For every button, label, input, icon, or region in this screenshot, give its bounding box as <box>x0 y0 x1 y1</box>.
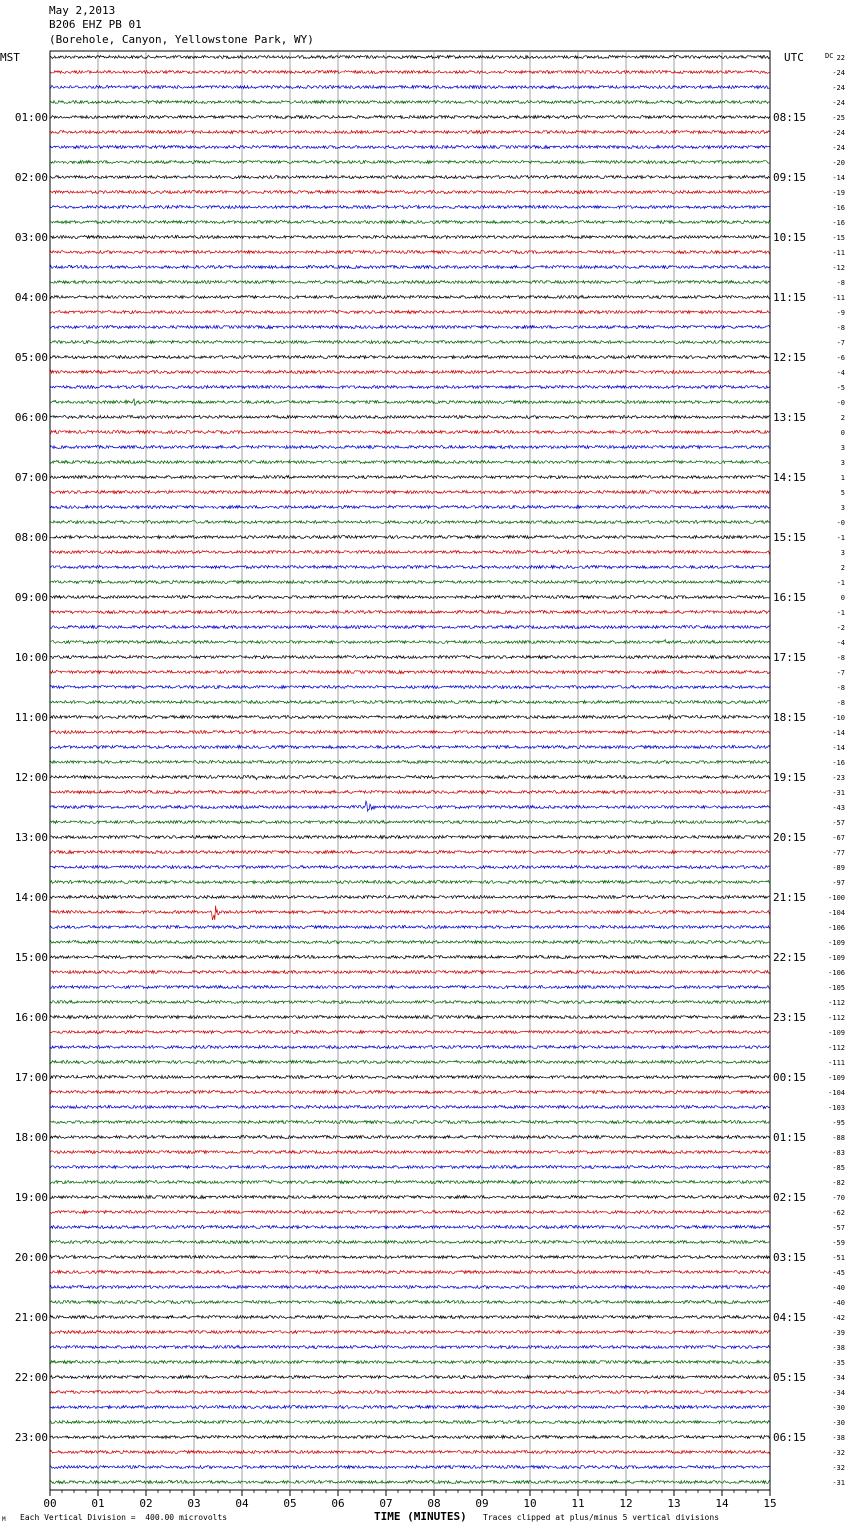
utc-hour-label: 05:15 <box>773 1371 807 1384</box>
seismic-trace <box>50 356 770 359</box>
dc-offset-label: -104 <box>828 909 845 917</box>
mst-hour-label: 21:00 <box>14 1311 48 1324</box>
utc-hour-label: 18:15 <box>773 711 807 724</box>
dc-offset-label: 0 <box>840 594 845 602</box>
seismic-trace <box>50 671 770 674</box>
seismic-trace <box>50 1046 770 1049</box>
seismic-trace <box>50 1406 770 1409</box>
dc-offset-label: -67 <box>832 834 845 842</box>
seismic-trace <box>50 236 770 239</box>
dc-offset-label: -30 <box>832 1419 845 1427</box>
seismic-trace <box>50 101 770 104</box>
seismic-trace <box>50 1391 770 1394</box>
mst-hour-label: 07:00 <box>14 471 48 484</box>
dc-offset-label: -51 <box>832 1254 845 1262</box>
seismic-trace <box>50 1121 770 1124</box>
utc-hour-label: 00:15 <box>773 1071 807 1084</box>
utc-hour-label: 02:15 <box>773 1191 807 1204</box>
dc-offset-label: -62 <box>832 1209 845 1217</box>
dc-offset-label: 5 <box>840 489 845 497</box>
dc-offset-label: -40 <box>832 1284 845 1292</box>
seismic-trace <box>50 686 770 689</box>
seismic-trace <box>50 714 770 719</box>
utc-hour-label: 10:15 <box>773 231 807 244</box>
dc-offset-label: -8 <box>836 324 845 332</box>
dc-offset-label: -8 <box>836 699 845 707</box>
dc-offset-label: -57 <box>832 819 845 827</box>
dc-offset-label: 3 <box>840 549 845 557</box>
seismic-trace <box>50 776 770 780</box>
seismic-trace <box>50 476 770 479</box>
dc-offset-label: -14 <box>832 174 845 182</box>
seismic-trace <box>50 56 770 59</box>
seismic-trace <box>50 791 770 794</box>
seismic-trace <box>50 326 770 329</box>
dc-offset-label: -112 <box>828 999 845 1007</box>
dc-offset-label: -100 <box>828 894 845 902</box>
axis-labels <box>0 51 845 1510</box>
dc-offset-label: -57 <box>832 1224 845 1232</box>
seismic-trace <box>50 281 770 284</box>
seismic-trace <box>50 431 770 434</box>
x-tick-label: 04 <box>235 1497 249 1510</box>
seismic-trace <box>50 71 770 74</box>
mst-hour-label: 02:00 <box>14 171 48 184</box>
seismic-trace <box>50 640 770 644</box>
mst-hour-label: 22:00 <box>14 1371 48 1384</box>
seismic-trace <box>50 881 770 884</box>
seismic-trace <box>50 866 770 869</box>
dc-offset-label: -31 <box>832 1479 845 1487</box>
dc-offset-label: -104 <box>828 1089 845 1097</box>
utc-hour-label: 08:15 <box>773 111 807 124</box>
vertical-division-note: Each Vertical Division = 400.00 microvolts <box>20 1513 228 1522</box>
dc-offset-label: -109 <box>828 1074 845 1082</box>
dc-offset-label: -40 <box>832 1299 845 1307</box>
dc-offset-label: -19 <box>832 189 845 197</box>
mst-hour-label: 03:00 <box>14 231 48 244</box>
seismic-trace <box>50 596 770 599</box>
seismic-trace <box>50 1016 770 1019</box>
seismic-trace <box>50 971 770 974</box>
dc-offset-label: -24 <box>832 129 845 137</box>
seismic-trace <box>50 821 770 824</box>
dc-offset-label: -1 <box>836 534 845 542</box>
seismic-trace <box>50 656 770 659</box>
mst-hour-label: 20:00 <box>14 1251 48 1264</box>
seismic-trace <box>50 941 770 944</box>
dc-offset-label: -32 <box>832 1449 845 1457</box>
dc-offset-label: -4 <box>836 639 845 647</box>
seismic-trace <box>50 1106 770 1109</box>
seismic-trace <box>50 1286 770 1289</box>
seismic-trace <box>50 386 770 389</box>
seismic-trace <box>50 1451 770 1454</box>
x-tick-label: 03 <box>187 1497 201 1510</box>
x-tick-label: 15 <box>763 1497 777 1510</box>
mst-hour-label: 06:00 <box>14 411 48 424</box>
header-station: B206 EHZ PB 01 <box>49 18 142 31</box>
seismic-trace <box>50 176 770 179</box>
seismic-trace <box>50 956 770 959</box>
clip-note: Traces clipped at plus/minus 5 vertical divisions <box>483 1513 720 1522</box>
seismic-trace <box>50 146 770 149</box>
utc-hour-label: 19:15 <box>773 771 807 784</box>
seismic-trace <box>50 446 770 449</box>
dc-offset-label: -14 <box>832 744 845 752</box>
dc-offset-label: -85 <box>832 1164 845 1172</box>
seismic-trace <box>50 296 770 299</box>
seismic-trace <box>50 986 770 989</box>
seismic-trace <box>50 1241 770 1244</box>
dc-offset-label: 3 <box>840 444 845 452</box>
utc-hour-label: 11:15 <box>773 291 807 304</box>
seismic-trace <box>50 1271 770 1274</box>
mst-hour-label: 09:00 <box>14 591 48 604</box>
seismic-trace <box>50 1181 770 1184</box>
seismic-trace <box>50 1436 770 1439</box>
dc-offset-label: -0 <box>836 399 845 407</box>
dc-offset-label: -24 <box>832 144 845 152</box>
seismic-trace <box>50 1091 770 1094</box>
mst-hour-label: 11:00 <box>14 711 48 724</box>
dc-offset-label: -16 <box>832 759 845 767</box>
seismic-trace <box>50 906 770 921</box>
dc-offset-label: -88 <box>832 1134 845 1142</box>
dc-offset-label: -30 <box>832 1404 845 1412</box>
utc-hour-label: 03:15 <box>773 1251 807 1264</box>
mst-hour-label: 08:00 <box>14 531 48 544</box>
dc-offset-label: -43 <box>832 804 845 812</box>
utc-hour-label: 15:15 <box>773 531 807 544</box>
dc-offset-label: -23 <box>832 774 845 782</box>
x-tick-label: 10 <box>523 1497 537 1510</box>
x-tick-label: 08 <box>427 1497 441 1510</box>
x-tick-label: 06 <box>331 1497 345 1510</box>
x-tick-label: 13 <box>667 1497 681 1510</box>
utc-hour-label: 22:15 <box>773 951 807 964</box>
mst-hour-label: 14:00 <box>14 891 48 904</box>
seismic-trace <box>50 1421 770 1424</box>
seismic-trace <box>50 266 770 269</box>
dc-offset-label: -24 <box>832 69 845 77</box>
seismic-trace <box>50 1361 770 1364</box>
seismic-trace <box>50 251 770 254</box>
seismic-trace <box>50 341 770 344</box>
utc-hour-label: 12:15 <box>773 351 807 364</box>
dc-offset-label: -31 <box>832 789 845 797</box>
x-tick-label: 09 <box>475 1497 489 1510</box>
seismic-trace <box>50 1316 770 1319</box>
dc-offset-label: -82 <box>832 1179 845 1187</box>
dc-offset-label: -4 <box>836 369 845 377</box>
dc-offset-label: -109 <box>828 954 845 962</box>
seismic-trace <box>50 551 770 554</box>
seismic-trace <box>50 461 770 464</box>
x-tick-label: 11 <box>571 1497 585 1510</box>
dc-offset-label: -42 <box>832 1314 845 1322</box>
dc-offset-label: -14 <box>832 729 845 737</box>
corner-mark: M <box>2 1516 6 1523</box>
dc-offset-label: -24 <box>832 99 845 107</box>
dc-offset-label: -7 <box>836 669 845 677</box>
dc-offset-label: -32 <box>832 1464 845 1472</box>
seismic-trace <box>50 626 770 629</box>
seismic-trace <box>50 801 770 811</box>
dc-offset-label: -7 <box>836 339 845 347</box>
dc-offset-label: -5 <box>836 384 845 392</box>
seismic-trace <box>50 1166 770 1169</box>
dc-label: DC <box>825 52 834 60</box>
dc-offset-label: -105 <box>828 984 845 992</box>
seismic-trace <box>50 1301 770 1304</box>
seismic-trace <box>50 491 770 494</box>
x-tick-label: 14 <box>715 1497 729 1510</box>
x-tick-label: 02 <box>139 1497 153 1510</box>
mst-hour-label: 12:00 <box>14 771 48 784</box>
x-tick-label: 05 <box>283 1497 297 1510</box>
dc-offset-label: -20 <box>832 159 845 167</box>
dc-offset-label: -12 <box>832 264 845 272</box>
seismic-trace <box>50 836 770 839</box>
dc-offset-label: 3 <box>840 504 845 512</box>
x-tick-label: 07 <box>379 1497 393 1510</box>
dc-offset-label: -8 <box>836 684 845 692</box>
dc-offset-label: -15 <box>832 234 845 242</box>
dc-offset-label: -11 <box>832 249 845 257</box>
seismic-trace <box>50 896 770 899</box>
x-tick-label: 12 <box>619 1497 633 1510</box>
dc-offset-label: 2 <box>840 564 845 572</box>
seismic-trace <box>50 399 770 405</box>
dc-offset-label: -38 <box>832 1344 845 1352</box>
dc-offset-label: -89 <box>832 864 845 872</box>
seismic-trace <box>50 581 770 584</box>
dc-offset-label: -95 <box>832 1119 845 1127</box>
seismic-trace <box>50 131 770 134</box>
seismic-trace <box>50 1256 770 1259</box>
seismic-trace <box>50 1001 770 1004</box>
seismic-trace <box>50 311 770 314</box>
dc-offset-label: -1 <box>836 609 845 617</box>
dc-offset-label: -11 <box>832 294 845 302</box>
mst-hour-label: 17:00 <box>14 1071 48 1084</box>
dc-offset-label: -1 <box>836 579 845 587</box>
left-axis-title: MST <box>0 51 20 64</box>
mst-hour-label: 13:00 <box>14 831 48 844</box>
dc-offset-label: 1 <box>840 474 845 482</box>
dc-offset-label: -35 <box>832 1359 845 1367</box>
utc-hour-label: 14:15 <box>773 471 807 484</box>
seismic-trace <box>50 1061 770 1064</box>
seismic-trace <box>50 1481 770 1484</box>
mst-hour-label: 15:00 <box>14 951 48 964</box>
seismic-trace <box>50 221 770 224</box>
seismic-trace <box>50 191 770 194</box>
seismic-trace <box>50 1151 770 1154</box>
seismic-trace <box>50 566 770 569</box>
seismic-trace <box>50 731 770 734</box>
dc-offset-label: -6 <box>836 354 845 362</box>
seismic-trace <box>50 86 770 89</box>
dc-offset-label: -16 <box>832 204 845 212</box>
traces <box>50 56 770 1484</box>
header-location: (Borehole, Canyon, Yellowstone Park, WY) <box>49 33 314 46</box>
dc-offset-label: -0 <box>836 519 845 527</box>
seismic-trace <box>50 1466 770 1469</box>
mst-hour-label: 18:00 <box>14 1131 48 1144</box>
mst-hour-label: 04:00 <box>14 291 48 304</box>
mst-hour-label: 16:00 <box>14 1011 48 1024</box>
seismic-trace <box>50 926 770 929</box>
seismic-trace <box>50 161 770 164</box>
seismic-trace <box>50 1376 770 1379</box>
mst-hour-label: 01:00 <box>14 111 48 124</box>
dc-offset-label: -34 <box>832 1374 845 1382</box>
dc-offset-label: -25 <box>832 114 845 122</box>
dc-offset-label: 3 <box>840 459 845 467</box>
mst-hour-label: 10:00 <box>14 651 48 664</box>
dc-offset-label: -39 <box>832 1329 845 1337</box>
seismic-trace <box>50 761 770 764</box>
dc-offset-label: -109 <box>828 939 845 947</box>
dc-offset-label: -38 <box>832 1434 845 1442</box>
dc-offset-label: 0 <box>840 429 845 437</box>
seismic-trace <box>50 506 770 509</box>
dc-offset-label: -8 <box>836 279 845 287</box>
dc-offset-label: -103 <box>828 1104 845 1112</box>
dc-offset-label: -45 <box>832 1269 845 1277</box>
dc-offset-label: -83 <box>832 1149 845 1157</box>
dc-offset-label: -109 <box>828 1029 845 1037</box>
utc-hour-label: 09:15 <box>773 171 807 184</box>
dc-offset-label: -59 <box>832 1239 845 1247</box>
seismic-trace <box>50 1031 770 1034</box>
x-axis-label: TIME (MINUTES) <box>374 1510 467 1523</box>
dc-offset-label: -9 <box>836 309 845 317</box>
utc-hour-label: 01:15 <box>773 1131 807 1144</box>
dc-offset-label: -34 <box>832 1389 845 1397</box>
dc-offset-label: -112 <box>828 1014 845 1022</box>
mst-hour-label: 05:00 <box>14 351 48 364</box>
right-axis-title: UTC <box>784 51 804 64</box>
dc-offset-label: -106 <box>828 969 845 977</box>
utc-hour-label: 23:15 <box>773 1011 807 1024</box>
dc-offset-label: -10 <box>832 714 845 722</box>
utc-hour-label: 20:15 <box>773 831 807 844</box>
utc-hour-label: 17:15 <box>773 651 807 664</box>
utc-hour-label: 21:15 <box>773 891 807 904</box>
seismic-trace <box>50 1331 770 1334</box>
dc-offset-label: -111 <box>828 1059 845 1067</box>
dc-offset-label: -24 <box>832 84 845 92</box>
dc-offset-label: -8 <box>836 654 845 662</box>
dc-offset-label: 22 <box>836 54 845 62</box>
dc-offset-label: -2 <box>836 624 845 632</box>
dc-offset-label: 2 <box>840 414 845 422</box>
x-tick-label: 01 <box>91 1497 105 1510</box>
seismic-trace <box>50 1226 770 1229</box>
seismic-trace <box>50 611 770 614</box>
dc-offset-label: -112 <box>828 1044 845 1052</box>
dc-offset-label: -16 <box>832 219 845 227</box>
seismic-trace <box>50 206 770 209</box>
mst-hour-label: 23:00 <box>14 1431 48 1444</box>
seismic-trace <box>50 1346 770 1349</box>
seismic-trace <box>50 536 770 539</box>
seismic-trace <box>50 746 770 749</box>
seismic-trace <box>50 1136 770 1139</box>
dc-offset-label: -97 <box>832 879 845 887</box>
dc-offset-label: -70 <box>832 1194 845 1202</box>
seismic-trace <box>50 701 770 704</box>
seismic-trace <box>50 371 770 374</box>
utc-hour-label: 16:15 <box>773 591 807 604</box>
seismic-trace <box>50 1211 770 1214</box>
dc-offset-label: -77 <box>832 849 845 857</box>
seismic-trace <box>50 416 770 419</box>
header-date: May 2,2013 <box>49 4 116 17</box>
x-tick-label: 00 <box>43 1497 57 1510</box>
seismic-trace <box>50 1076 770 1079</box>
utc-hour-label: 13:15 <box>773 411 807 424</box>
seismic-trace <box>50 1196 770 1199</box>
seismic-trace <box>50 116 770 119</box>
seismic-trace <box>50 851 770 854</box>
seismic-trace <box>50 521 770 524</box>
mst-hour-label: 19:00 <box>14 1191 48 1204</box>
dc-offset-label: -106 <box>828 924 845 932</box>
utc-hour-label: 06:15 <box>773 1431 807 1444</box>
utc-hour-label: 04:15 <box>773 1311 807 1324</box>
